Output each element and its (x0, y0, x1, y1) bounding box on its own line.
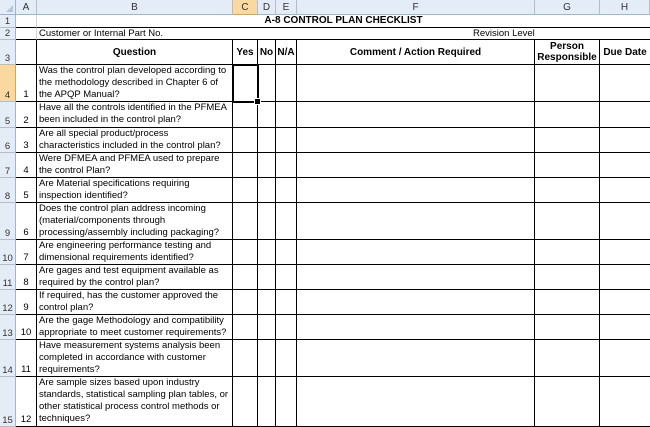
cell-person[interactable] (535, 315, 600, 340)
cell-due[interactable] (600, 102, 650, 128)
row-header-4[interactable]: 4 (0, 65, 16, 102)
cell-due[interactable] (600, 153, 650, 178)
item-number[interactable]: 11 (16, 340, 37, 377)
cell-no[interactable] (258, 153, 276, 178)
header-na[interactable]: N/A (276, 40, 297, 65)
cell-person[interactable] (535, 290, 600, 315)
cell-comment[interactable] (297, 377, 535, 427)
row-header-12[interactable]: 12 (0, 290, 16, 315)
column-header-e[interactable]: E (276, 0, 297, 15)
cell-comment[interactable] (297, 178, 535, 203)
column-header-g[interactable]: G (535, 0, 600, 15)
question-text[interactable]: Are Material specifications requiring inspection identified? (37, 178, 233, 203)
cell-yes[interactable] (233, 290, 258, 315)
item-number[interactable]: 4 (16, 153, 37, 178)
cell-person[interactable] (535, 178, 600, 203)
row-header-15[interactable]: 15 (0, 377, 16, 427)
cell-comment[interactable] (297, 203, 535, 240)
header-due-date[interactable]: Due Date (600, 40, 650, 65)
cell-due[interactable] (600, 65, 650, 102)
cell-no[interactable] (258, 290, 276, 315)
cell-na[interactable] (276, 290, 297, 315)
cell-yes[interactable] (233, 240, 258, 265)
item-number[interactable]: 2 (16, 102, 37, 128)
item-number[interactable]: 5 (16, 178, 37, 203)
cell-no[interactable] (258, 340, 276, 377)
question-text[interactable]: Were DFMEA and PFMEA used to prepare the control Plan? (37, 153, 233, 178)
cell-no[interactable] (258, 128, 276, 153)
cell-no[interactable] (258, 178, 276, 203)
cell-na[interactable] (276, 178, 297, 203)
cell-na[interactable] (276, 102, 297, 128)
row-header-6[interactable]: 6 (0, 128, 16, 153)
cell-person[interactable] (535, 65, 600, 102)
row-header-9[interactable]: 9 (0, 203, 16, 240)
cell-a1[interactable] (16, 15, 37, 28)
question-text[interactable]: Was the control plan developed according to the methodology described in Chapter 6 of the APQP Manual? (37, 65, 233, 102)
row-header-11[interactable]: 11 (0, 265, 16, 290)
cell-due[interactable] (600, 377, 650, 427)
question-text[interactable]: Are gages and test equipment available as required by the control plan? (37, 265, 233, 290)
cell-yes[interactable] (233, 203, 258, 240)
cell-comment[interactable] (297, 153, 535, 178)
header-person-responsible[interactable]: Person Responsible (535, 40, 600, 65)
column-header-f[interactable]: F (297, 0, 535, 15)
cell-yes[interactable] (233, 340, 258, 377)
item-number[interactable]: 6 (16, 203, 37, 240)
cell-person[interactable] (535, 340, 600, 377)
cell-na[interactable] (276, 377, 297, 427)
row-header-13[interactable]: 13 (0, 315, 16, 340)
cell-person[interactable] (535, 128, 600, 153)
cell-person[interactable] (535, 377, 600, 427)
cell-a3[interactable] (16, 40, 37, 65)
column-header-h[interactable]: H (600, 0, 650, 15)
question-text[interactable]: Are all special product/process characteristics included in the control plan? (37, 128, 233, 153)
cell-comment[interactable] (297, 340, 535, 377)
item-number[interactable]: 10 (16, 315, 37, 340)
cell-yes[interactable] (233, 102, 258, 128)
item-number[interactable]: 1 (16, 65, 37, 102)
question-text[interactable]: Does the control plan address incoming (material/components through processing/assembly including packaging? (37, 203, 233, 240)
cell-na[interactable] (276, 65, 297, 102)
question-text[interactable]: Are engineering performance testing and dimensional requirements identified? (37, 240, 233, 265)
cell-no[interactable] (258, 203, 276, 240)
cell-no[interactable] (258, 377, 276, 427)
question-text[interactable]: If required, has the customer approved the control plan? (37, 290, 233, 315)
cell-yes[interactable] (233, 128, 258, 153)
cell-person[interactable] (535, 203, 600, 240)
cell-comment[interactable] (297, 265, 535, 290)
cell-na[interactable] (276, 153, 297, 178)
column-header-a[interactable]: A (16, 0, 37, 15)
item-number[interactable]: 12 (16, 377, 37, 427)
question-text[interactable]: Are sample sizes based upon industry standards, statistical sampling plan tables, or other statistical process control methods or techniques? (37, 377, 233, 427)
cell-yes[interactable] (233, 377, 258, 427)
question-text[interactable]: Have measurement systems analysis been completed in accordance with customer requirements? (37, 340, 233, 377)
cell-yes[interactable] (233, 65, 258, 102)
question-text[interactable]: Have all the controls identified in the PFMEA been included in the control plan? (37, 102, 233, 128)
cell-na[interactable] (276, 265, 297, 290)
cell-comment[interactable] (297, 102, 535, 128)
item-number[interactable]: 7 (16, 240, 37, 265)
row-header-5[interactable]: 5 (0, 102, 16, 128)
cell-person[interactable] (535, 102, 600, 128)
cell-na[interactable] (276, 203, 297, 240)
header-no[interactable]: No (258, 40, 276, 65)
header-yes[interactable]: Yes (233, 40, 258, 65)
cell-no[interactable] (258, 102, 276, 128)
column-header-c[interactable]: C (233, 0, 258, 15)
cell-due[interactable] (600, 128, 650, 153)
part-number-label[interactable]: Customer or Internal Part No. (37, 28, 437, 40)
cell-no[interactable] (258, 265, 276, 290)
cell-yes[interactable] (233, 315, 258, 340)
cell-na[interactable] (276, 128, 297, 153)
cell-comment[interactable] (297, 290, 535, 315)
cell-no[interactable] (258, 65, 276, 102)
cell-a2[interactable] (16, 28, 37, 40)
cell-na[interactable] (276, 315, 297, 340)
cell-no[interactable] (258, 240, 276, 265)
cell-comment[interactable] (297, 315, 535, 340)
header-comment[interactable]: Comment / Action Required (297, 40, 535, 65)
cell-person[interactable] (535, 153, 600, 178)
cell-due[interactable] (600, 340, 650, 377)
cell-comment[interactable] (297, 240, 535, 265)
cell-due[interactable] (600, 178, 650, 203)
revision-level-label[interactable]: Revision Level (437, 28, 650, 40)
question-text[interactable]: Are the gage Methodology and compatibility appropriate to meet customer requirements? (37, 315, 233, 340)
item-number[interactable]: 3 (16, 128, 37, 153)
column-header-b[interactable]: B (37, 0, 233, 15)
cell-person[interactable] (535, 240, 600, 265)
item-number[interactable]: 8 (16, 265, 37, 290)
cell-person[interactable] (535, 265, 600, 290)
item-number[interactable]: 9 (16, 290, 37, 315)
row-header-10[interactable]: 10 (0, 240, 16, 265)
cell-due[interactable] (600, 203, 650, 240)
row-header-14[interactable]: 14 (0, 340, 16, 377)
row-header-1[interactable]: 1 (0, 15, 16, 28)
row-header-7[interactable]: 7 (0, 153, 16, 178)
cell-na[interactable] (276, 340, 297, 377)
cell-yes[interactable] (233, 178, 258, 203)
column-header-d[interactable]: D (258, 0, 276, 15)
cell-yes[interactable] (233, 265, 258, 290)
column-header-bar (0, 0, 650, 16)
sheet-title[interactable]: A-8 CONTROL PLAN CHECKLIST (37, 15, 650, 28)
row-header-3[interactable]: 3 (0, 40, 16, 65)
cell-comment[interactable] (297, 128, 535, 153)
header-question[interactable]: Question (37, 40, 233, 65)
cell-due[interactable] (600, 240, 650, 265)
row-header-2[interactable]: 2 (0, 28, 16, 40)
cell-due[interactable] (600, 315, 650, 340)
cell-yes[interactable] (233, 153, 258, 178)
cell-due[interactable] (600, 265, 650, 290)
cell-na[interactable] (276, 240, 297, 265)
row-header-8[interactable]: 8 (0, 178, 16, 203)
cell-no[interactable] (258, 315, 276, 340)
cell-due[interactable] (600, 290, 650, 315)
cell-comment[interactable] (297, 65, 535, 102)
